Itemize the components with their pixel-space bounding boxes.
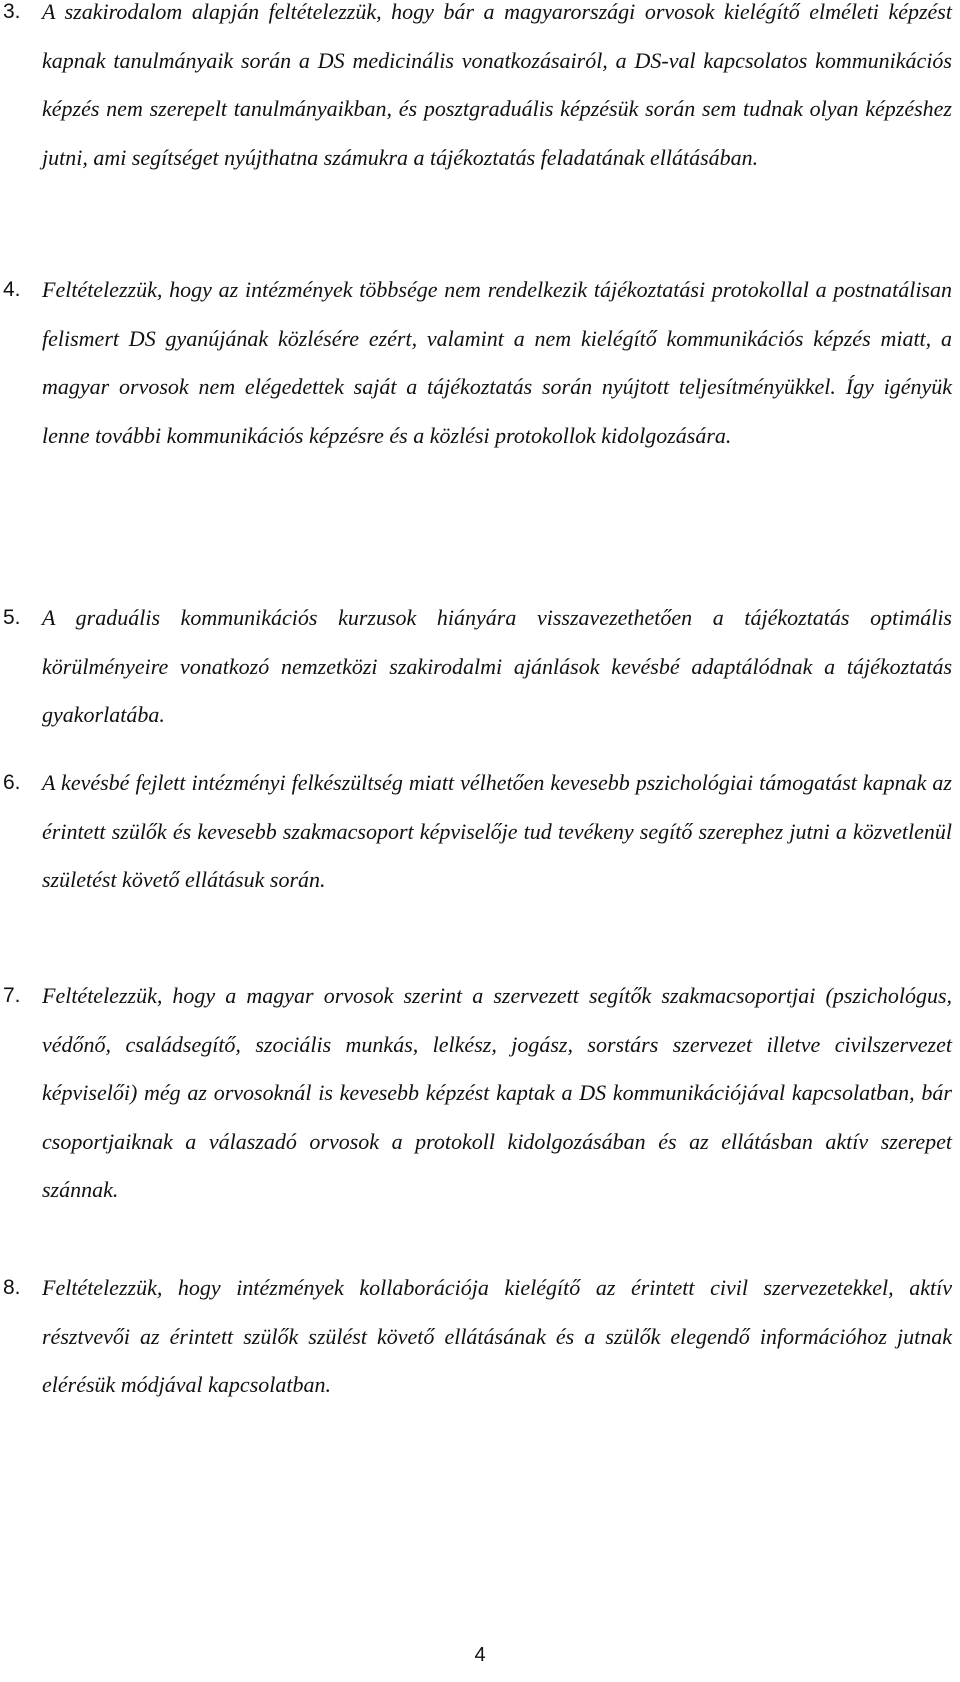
item-number: 7. [3, 984, 21, 1007]
hypothesis-item-4 [0, 266, 952, 460]
item-number: 4. [3, 278, 21, 301]
item-number: 8. [3, 1276, 21, 1299]
hypothesis-item-8 [0, 1264, 952, 1410]
hypothesis-item-5 [0, 594, 952, 740]
item-text: A kevésbé fejlett intézményi felkészültség miatt vélhetően kevesebb pszichológiai támogatást kapnak az érintett szülők és kevesebb szakmacsoport képviselője tud tevékeny segítő szerephez jutni a közvetlenül születést követő ellátásuk során. [42, 770, 952, 892]
item-number: 5. [3, 606, 21, 629]
item-text: Feltételezzük, hogy a magyar orvosok szerint a szervezett segítők szakmacsoportjai (pszichológus, védőnő, családsegítő, szociális munkás, lelkész, jogász, sorstárs szervezet illetve civilszervezet képviselői) még az orvosoknál is kevesebb képzést kaptak a DS kommunikációjával kapcsolatban, bár csoportjaiknak a válaszadó orvosok a protokoll kidolgozásában és az ellátásban aktív szerepet szánnak. [42, 983, 952, 1202]
hypothesis-item-7 [0, 972, 952, 1215]
hypothesis-item-6 [0, 759, 952, 905]
item-number: 6. [3, 771, 21, 794]
item-text: A szakirodalom alapján feltételezzük, hogy bár a magyarországi orvosok kielégítő elméleti képzést kapnak tanulmányaik során a DS medicinális vonatkozásairól, a DS-val kapcsolatos kommunikációs képzés nem szerepelt tanulmányaikban, és posztgraduális képzésük során sem tudnak olyan képzéshez jutni, ami segítséget nyújthatna számukra a tájékoztatás feladatának ellátásában. [42, 0, 952, 170]
item-text: Feltételezzük, hogy intézmények kollaborációja kielégítő az érintett civil szervezetekkel, aktív résztvevői az érintett szülők szülést követő ellátásának és a szülők elegendő információhoz jutnak elérésük módjával kapcsolatban. [42, 1275, 952, 1397]
item-number: 3. [3, 0, 21, 23]
page-number: 4 [474, 1644, 486, 1666]
hypothesis-item-3 [0, 0, 952, 182]
item-text: Feltételezzük, hogy az intézmények többsége nem rendelkezik tájékoztatási protokollal a postnatálisan felismert DS gyanújának közlésére ezért, valamint a nem kielégítő kommunikációs képzés miatt, a magyar orvosok nem elégedettek saját a tájékoztatás során nyújtott teljesítményükkel. Így igényük lenne további kommunikációs képzésre és a közlési protokollok kidolgozására. [42, 277, 952, 448]
item-text: A graduális kommunikációs kurzusok hiányára visszavezethetően a tájékoztatás optimális körülményeire vonatkozó nemzetközi szakirodalmi ajánlások kevésbé adaptálódnak a tájékoztatás gyakorlatába. [42, 605, 952, 727]
